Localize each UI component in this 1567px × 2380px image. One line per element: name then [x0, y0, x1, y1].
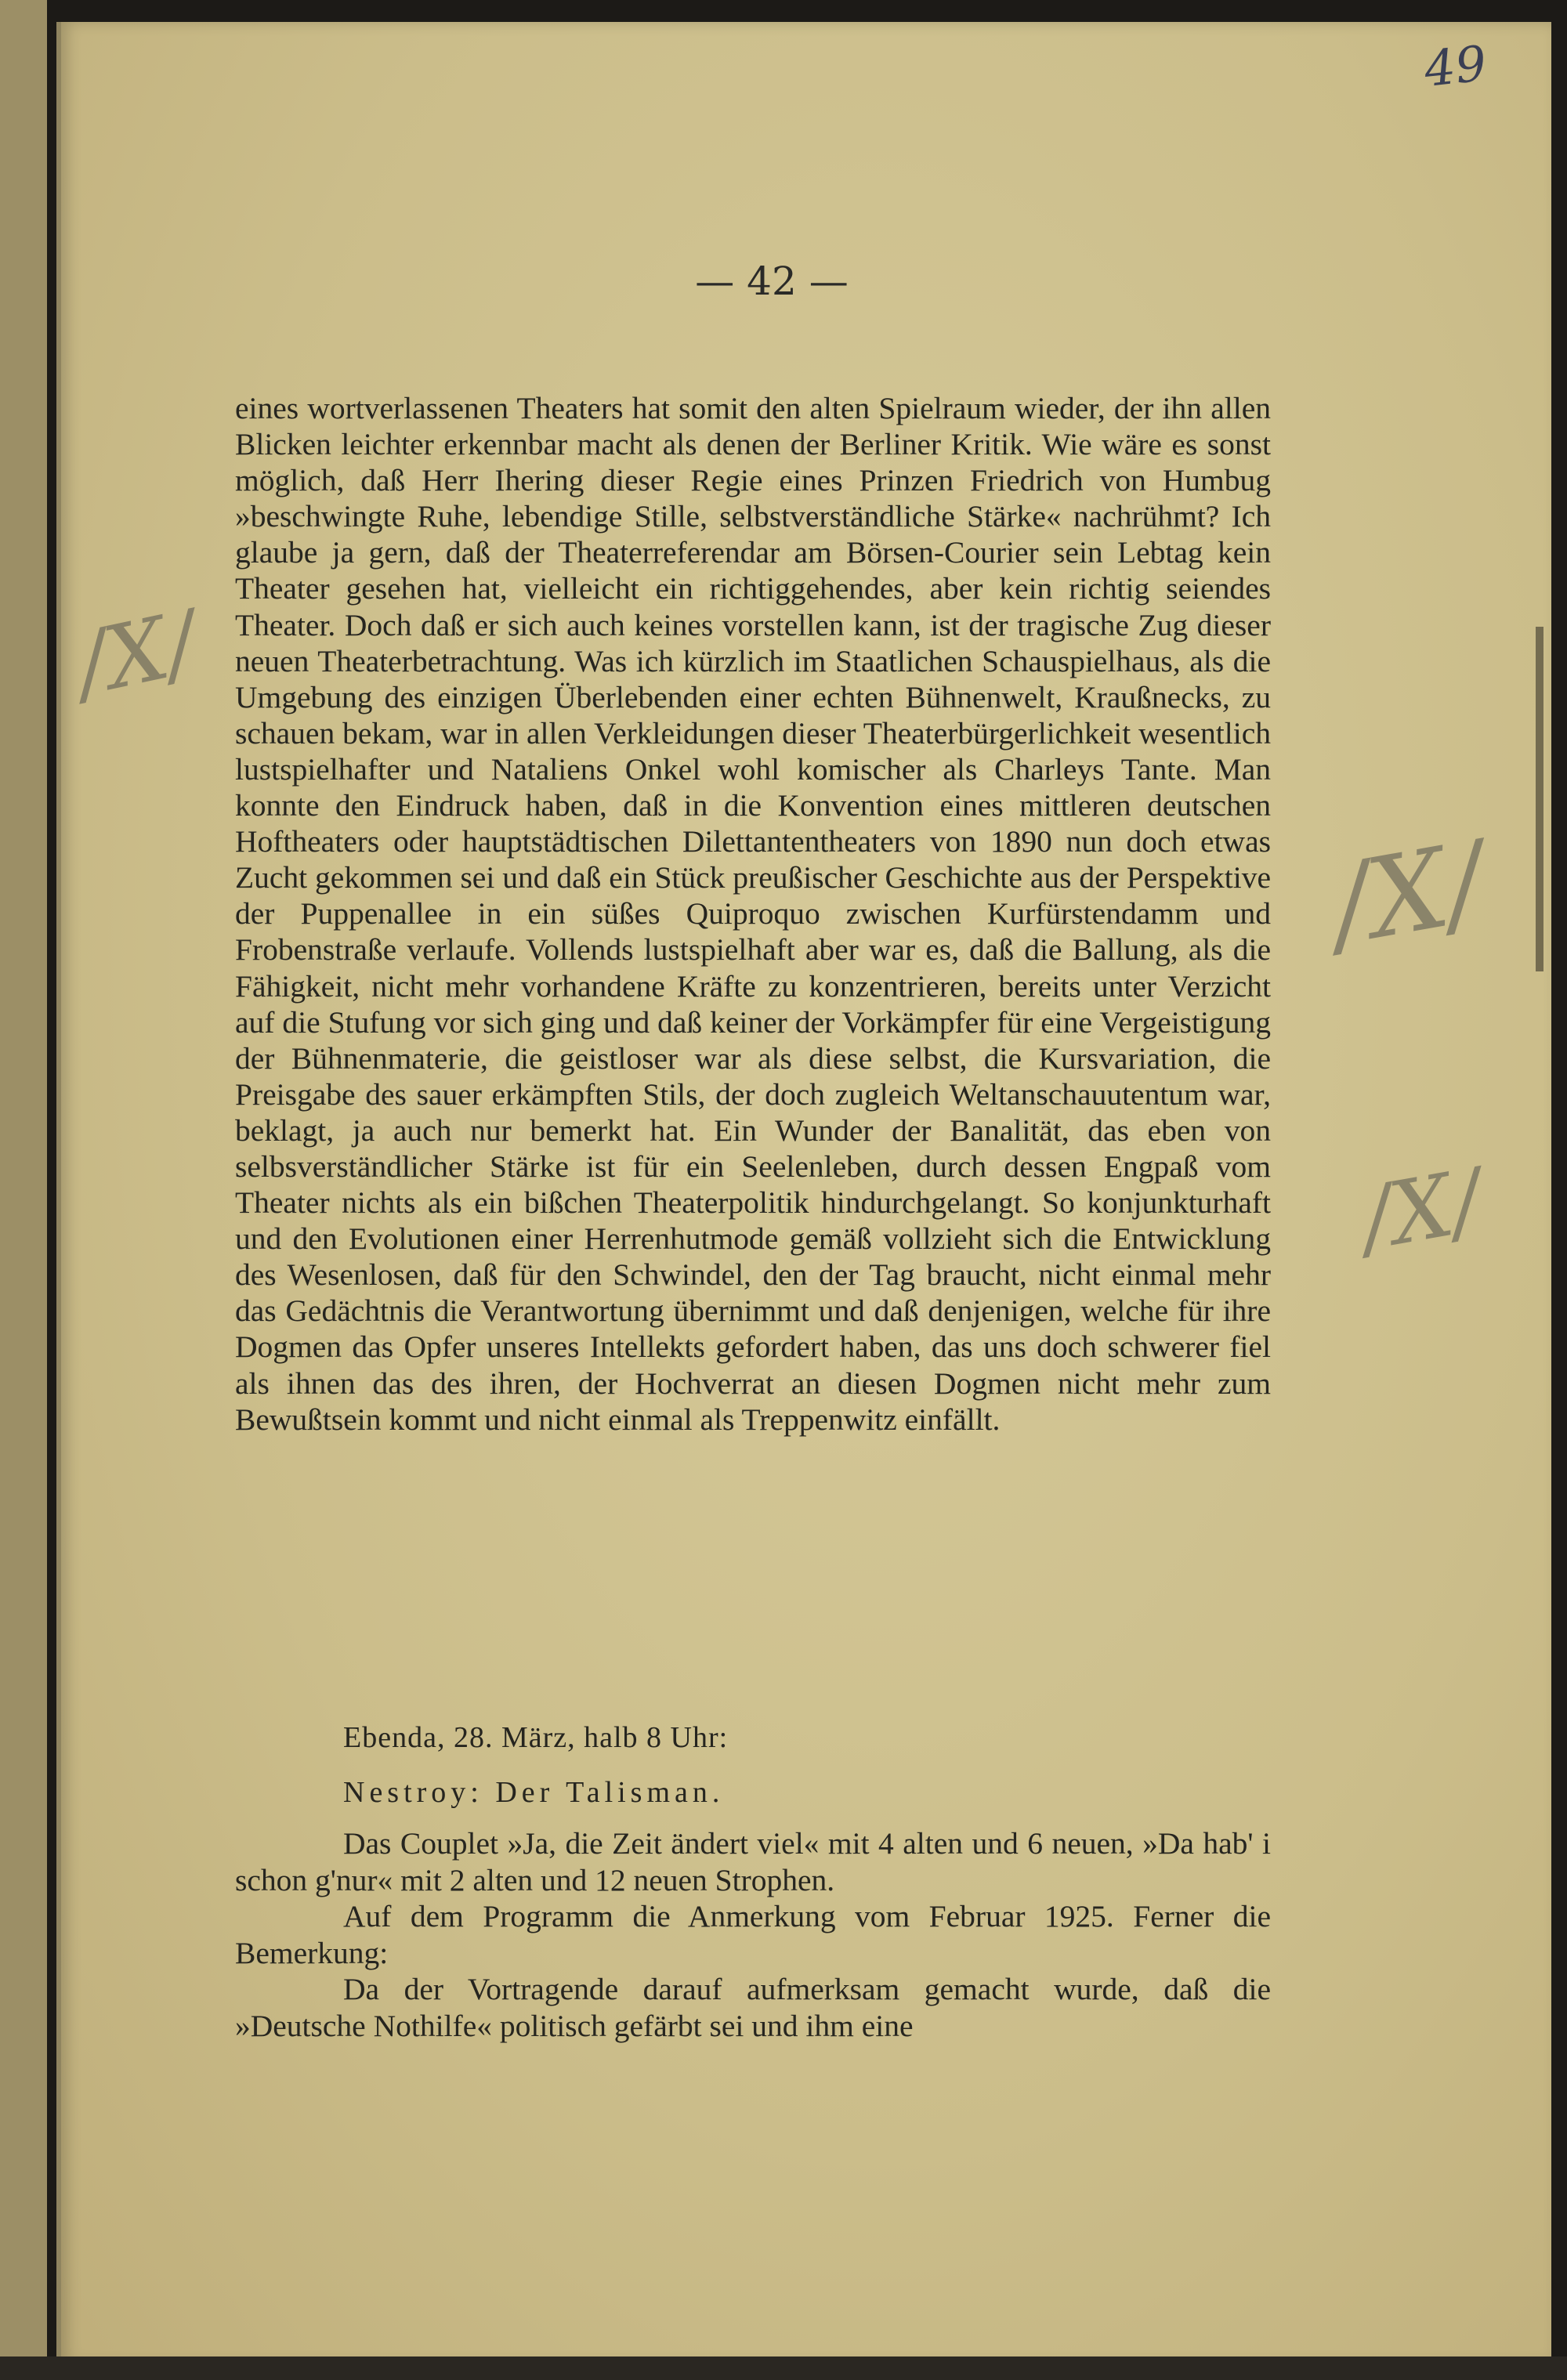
margin-mark-right-upper: /X/ — [1322, 818, 1494, 971]
program-title: Nestroy: Der Talisman. — [343, 1776, 725, 1809]
margin-mark-right-lower: /X/ — [1354, 1149, 1489, 1270]
bottom-edge — [0, 2356, 1567, 2380]
body-text-block — [235, 390, 1271, 1438]
page-edge-shadow — [1536, 627, 1543, 971]
program-notes — [235, 1825, 1271, 2044]
dateline: Ebenda, 28. März, halb 8 Uhr: — [343, 1721, 729, 1754]
body-paragraph: eines wortverlassenen Theaters hat somit den alten Spielraum wieder, der ihn allen Blicken leichter erkennbar macht als denen der Berliner Kritik. Wie wäre es sonst möglich, daß Herr Ihering dieser Regie eines Prinzen Friedrich von Humbug »beschwingte Ruhe, lebendige Stille, selbstverständliche Stärke« nachrühmt? Ich glaube ja gern, daß der Theaterreferendar am Börsen-Courier sein Lebtag kein Theater gesehen hat, vielleicht ein richtiggehendes, aber kein richtig seiendes Theater. Doch daß er sich auch keines vorstellen kann, ist der tragische Zug dieser neuen Theaterbetrachtung. Was ich kürzlich im Staatlichen Schauspielhaus, als die Umgebung des einzigen Überlebenden einer echten Bühnenwelt, Kraußnecks, zu schauen bekam, war in allen Verkleidungen dieser Theaterbürgerlichkeit wesentlich lustspielhafter und Nataliens Onkel wohl komischer als Charleys Tante. Man konnte den Eindruck haben, daß in die Konvention eines mittleren deutschen Hoftheaters oder hauptstädtischen Dilettantentheaters von 1890 nun doch etwas Zucht gekommen sei und daß ein Stück preußischer Geschichte aus der Perspektive der Puppenallee in ein süßes Quiproquo zwischen Kurfürstendamm und Frobenstraße verlaufe. Vollends lustspielhaft aber war es, daß die Ballung, als die Fähigkeit, nicht mehr vorhandene Kräfte zu konzentrieren, bereits unter Verzicht auf die Stufung vor sich ging und daß keiner der Vorkämpfer für eine Vergeistigung der Bühnenmaterie, die geistloser war als diese selbst, die Kursvariation, die Preisgabe des sauer erkämpften Stils, der doch zugleich Weltanschauutentum war, beklagt, ja auch nur bemerkt hat. Ein Wunder der Banalität, das eben von selbsverständlicher Stärke ist für ein Seelenleben, durch dessen Engpaß vom Theater nichts als ein bißchen Theaterpolitik hindurchgelangt. So konjunkturhaft und den Evolutionen einer Herrenhutmode gemäß vollzieht sich die Entwicklung des Wesenlosen, daß für den Schwindel, den der Tag braucht, nicht einmal mehr das Gedächtnis die Verantwortung übernimmt und daß denjenigen, welche für ihre Dogmen das Opfer unseres Intellekts gefordert haben, das uns doch schwerer fiel als ihnen das des ihren, der Hochverrat an diesen Dogmen nicht mehr zum Bewußtsein kommt und nicht einmal als Treppenwitz einfällt. — [235, 391, 1271, 1437]
paragraph-couplet: Das Couplet »Ja, die Zeit ändert viel« mit 4 alten und 6 neuen, »Da hab' i schon g'nur« mit 2 alten und 12 neuen Strophen. — [235, 1826, 1271, 1897]
binding-gutter — [0, 0, 47, 2380]
archive-page-number: 49 — [1421, 34, 1489, 98]
margin-mark-left: /X/ — [67, 591, 206, 715]
paragraph-remark: Da der Vortragende darauf aufmerksam gemacht wurde, daß die »Deutsche Nothilfe« politisch gefärbt sei und ihm eine — [235, 1972, 1271, 2043]
paragraph-program-note: Auf dem Programm die Anmerkung vom Februar 1925. Ferner die Bemerkung: — [235, 1899, 1271, 1970]
page-number: — 42 — — [695, 259, 849, 304]
